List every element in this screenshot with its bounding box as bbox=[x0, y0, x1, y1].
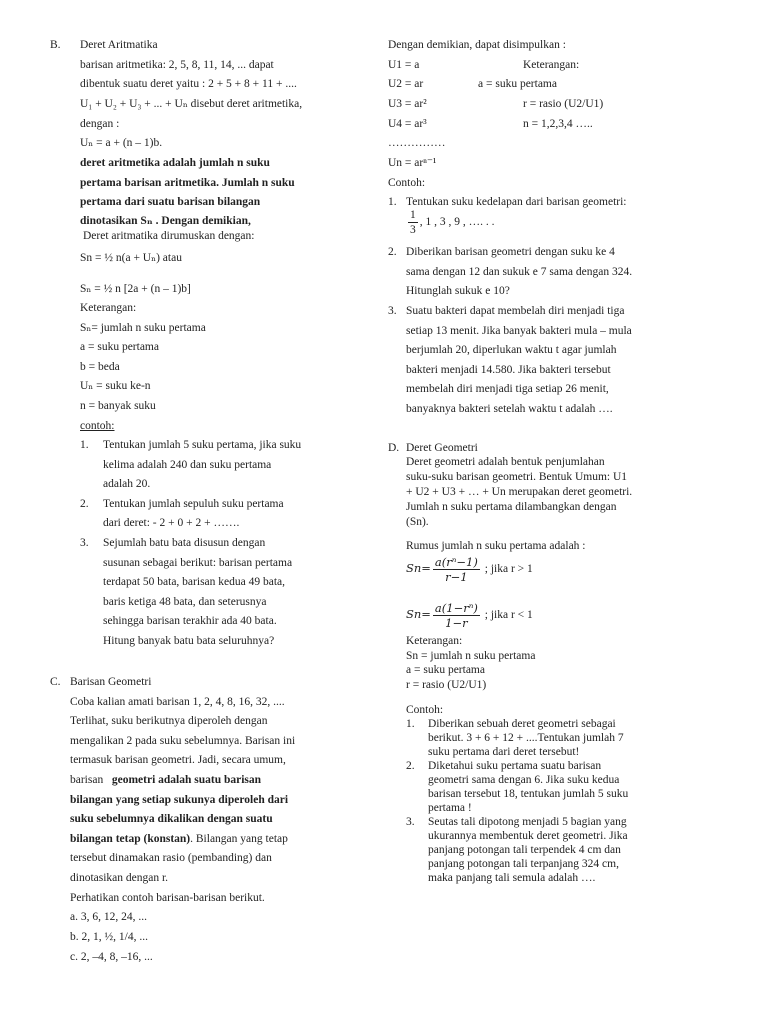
example-line: maka panjang tali semula adalah …. bbox=[428, 872, 596, 884]
example-line: barisan tersebut 18, tentukan jumlah 5 suku bbox=[428, 788, 629, 800]
example-line: bakteri menjadi 14.580. Jika bakteri tersebut bbox=[406, 364, 611, 376]
contoh-label: Contoh: bbox=[388, 177, 426, 189]
u-formula: …………… bbox=[388, 137, 446, 149]
paragraph-line: mengalikan 2 pada suku sebelumnya. Barisan ini bbox=[70, 735, 296, 747]
bold-definition-line: deret aritmetika adalah jumlah n suku bbox=[80, 157, 270, 169]
formula-un: Uₙ = a + (n – 1)b. bbox=[80, 137, 163, 149]
example-line: setiap 13 menit. Jika banyak bakteri mula – mula bbox=[406, 325, 632, 337]
definition-bold: bilangan tetap (konstan) bbox=[70, 833, 191, 845]
keterangan-item: Uₙ = suku ke-n bbox=[80, 380, 151, 392]
example-line: Tentukan suku kedelapan dari barisan geometri: bbox=[406, 196, 627, 208]
example-line: dari deret: - 2 + 0 + 2 + ……. bbox=[103, 517, 240, 529]
section-title-b: Deret Aritmatika bbox=[80, 39, 158, 51]
paragraph-line: tersebut dinamakan rasio (pembanding) dan bbox=[70, 852, 272, 864]
keterangan-item: Sn = jumlah n suku pertama bbox=[406, 650, 536, 662]
fraction-numerator: a(1−rⁿ) bbox=[434, 601, 478, 615]
formula-intro: Deret aritmatika dirumuskan dengan: bbox=[83, 230, 255, 242]
keterangan-item: a = suku pertama bbox=[80, 341, 159, 353]
example-sequence: a. 3, 6, 12, 24, ... bbox=[70, 911, 147, 923]
example-number: 1. bbox=[80, 439, 89, 451]
fraction bbox=[433, 555, 480, 584]
paragraph-line: Deret geometri adalah bentuk penjumlahan bbox=[406, 456, 605, 468]
example-line: terdapat 50 bata, barisan kedua 49 bata, bbox=[103, 576, 286, 588]
formula-sn-2: Sₙ = ½ n [2a + (n – 1)b] bbox=[80, 283, 191, 295]
example-line: Sejumlah batu bata disusun dengan bbox=[103, 537, 266, 549]
section-letter-b: B. bbox=[50, 39, 61, 51]
paragraph-line: Jumlah n suku pertama dilambangkan dengan bbox=[406, 501, 617, 513]
contoh-label: contoh: bbox=[80, 420, 115, 432]
u-formula: U3 = ar² bbox=[388, 98, 427, 110]
example-line: panjang potongan tali terpendek 4 cm dan bbox=[428, 844, 621, 856]
example-number: 2. bbox=[406, 760, 415, 772]
section-letter-c: C. bbox=[50, 676, 61, 688]
formula-condition: ; jika r < 1 bbox=[484, 609, 533, 622]
conclusion-text: Dengan demikian, dapat disimpulkan : bbox=[388, 39, 566, 51]
example-line: suku pertama dari deret tersebut! bbox=[428, 746, 580, 758]
paragraph-line: Perhatikan contoh barisan-barisan berikut. bbox=[70, 892, 265, 904]
example-line: baris ketiga 48 bata, dan seterusnya bbox=[103, 596, 267, 608]
example-number: 2. bbox=[388, 246, 397, 258]
keterangan-item: n = banyak suku bbox=[80, 400, 156, 412]
example-line: berjumlah 20, diperlukan waktu t agar jumlah bbox=[406, 344, 617, 356]
formula-condition: ; jika r > 1 bbox=[484, 563, 533, 576]
example-line: Hitung banyak batu bata seluruhnya? bbox=[103, 635, 275, 647]
rumus-title: Rumus jumlah n suku pertama adalah : bbox=[406, 540, 586, 552]
formula-sn-1: Sn = ½ n(a + Uₙ) atau bbox=[80, 252, 182, 264]
fraction-denominator: r−1 bbox=[445, 570, 468, 584]
example-line: banyaknya bakteri setelah waktu t adalah …. bbox=[406, 403, 613, 415]
example-number: 1. bbox=[388, 196, 397, 208]
example-line: berikut. 3 + 6 + 12 + ....Tentukan jumlah 7 bbox=[428, 732, 624, 744]
example-number: 3. bbox=[80, 537, 89, 549]
fraction-denominator: 3 bbox=[410, 224, 416, 236]
keterangan-item: n = 1,2,3,4 ….. bbox=[523, 118, 593, 130]
formula-sn-r-less bbox=[406, 601, 533, 630]
definition-bold: bilangan yang setiap sukunya diperoleh dari bbox=[70, 794, 289, 806]
example-line: Diberikan barisan geometri dengan suku ke 4 bbox=[406, 246, 615, 258]
example-line: pertama ! bbox=[428, 802, 472, 814]
example-line: ukurannya membentuk deret geometri. Jika bbox=[428, 830, 628, 842]
section-letter-d: D. bbox=[388, 442, 400, 454]
keterangan-item: a = suku pertama bbox=[478, 78, 557, 90]
definition-pre: barisan bbox=[70, 774, 104, 786]
example-line: kelima adalah 240 dan suku pertama bbox=[103, 459, 272, 471]
example-line: Suatu bakteri dapat membelah diri menjadi tiga bbox=[406, 305, 625, 317]
section-title-d: Deret Geometri bbox=[406, 442, 478, 454]
paragraph-line: (Sn). bbox=[406, 516, 429, 528]
example-number: 2. bbox=[80, 498, 89, 510]
paragraph-line: + U2 + U3 + … + Un merupakan deret geometri. bbox=[406, 486, 633, 498]
keterangan-title: Keterangan: bbox=[406, 635, 463, 647]
paragraph-line: dinotasikan dengan r. bbox=[70, 872, 169, 884]
keterangan-item: a = suku pertama bbox=[406, 664, 485, 676]
example-line: sama dengan 12 dan sukuk e 7 sama dengan 324. bbox=[406, 266, 633, 278]
paragraph-line: Terlihat, suku berikutnya diperoleh dengan bbox=[70, 715, 268, 727]
example-line: susunan sebagai berikut: barisan pertama bbox=[103, 557, 293, 569]
paragraph-line: U₁ + U₂ + U₃ + ... + Uₙ disebut deret aritmetika, bbox=[80, 98, 303, 110]
keterangan-title: Keterangan: bbox=[523, 59, 580, 71]
example-number: 1. bbox=[406, 718, 415, 730]
paragraph-line: suku-suku barisan geometri. Bentuk Umum: U1 bbox=[406, 471, 628, 483]
fraction-denominator: 1−r bbox=[445, 616, 468, 630]
keterangan-item: Sₙ= jumlah n suku pertama bbox=[80, 322, 206, 334]
bold-definition-line: dinotasikan Sₙ . Dengan demikian, bbox=[80, 215, 251, 227]
sequence-text: , 1 , 3 , 9 , …. . . bbox=[419, 216, 495, 229]
keterangan-title: Keterangan: bbox=[80, 302, 137, 314]
example-number: 3. bbox=[388, 305, 397, 317]
example-line: Diberikan sebuah deret geometri sebagai bbox=[428, 718, 616, 730]
u-formula: U4 = ar³ bbox=[388, 118, 427, 130]
keterangan-item: b = beda bbox=[80, 361, 120, 373]
paragraph-line: dibentuk suatu deret yaitu : 2 + 5 + 8 + 11 + .... bbox=[80, 78, 297, 90]
definition-line bbox=[70, 832, 288, 846]
keterangan-item: r = rasio (U2/U1) bbox=[406, 679, 487, 691]
paragraph-line: termasuk barisan geometri. Jadi, secara umum, bbox=[70, 754, 286, 766]
example-line: Diketahui suku pertama suatu barisan bbox=[428, 760, 602, 772]
example-sequence: b. 2, 1, ½, 1/4, ... bbox=[70, 931, 148, 943]
fraction-sequence bbox=[406, 208, 495, 237]
paragraph-line: Coba kalian amati barisan 1, 2, 4, 8, 16, 32, .... bbox=[70, 696, 285, 708]
formula-lhs: Sn= bbox=[406, 607, 431, 622]
u-formula: Un = arⁿ⁻¹ bbox=[388, 157, 437, 169]
keterangan-item: r = rasio (U2/U1) bbox=[523, 98, 604, 110]
formula-lhs: Sn= bbox=[406, 561, 431, 576]
definition-line bbox=[70, 773, 261, 787]
example-line: adalah 20. bbox=[103, 478, 151, 490]
bold-definition-line: pertama dari suatu barisan bilangan bbox=[80, 196, 261, 208]
fraction bbox=[433, 601, 480, 630]
example-line: Seutas tali dipotong menjadi 5 bagian yang bbox=[428, 816, 627, 828]
example-line: geometri sama dengan 6. Jika suku kedua bbox=[428, 774, 620, 786]
example-line: Tentukan jumlah 5 suku pertama, jika suku bbox=[103, 439, 302, 451]
bold-definition-line: pertama barisan aritmetika. Jumlah n suku bbox=[80, 177, 295, 189]
u-formula: U2 = ar bbox=[388, 78, 424, 90]
fraction bbox=[408, 208, 418, 237]
definition-bold: suku sebelumnya dikalikan dengan suatu bbox=[70, 813, 273, 825]
example-line: panjang potongan tali terpanjang 324 cm, bbox=[428, 858, 619, 870]
paragraph-line: barisan aritmetika: 2, 5, 8, 11, 14, ... dapat bbox=[80, 59, 274, 71]
definition-bold: geometri adalah suatu barisan bbox=[111, 774, 262, 786]
example-sequence: c. 2, –4, 8, –16, ... bbox=[70, 951, 153, 963]
u-formula: U1 = a bbox=[388, 59, 420, 71]
formula-sn-r-greater bbox=[406, 555, 533, 584]
fraction-numerator: a(rⁿ−1) bbox=[434, 555, 478, 569]
example-line: sehingga barisan terakhir ada 40 bata. bbox=[103, 615, 277, 627]
paragraph-line: dengan : bbox=[80, 118, 120, 130]
example-line: membelah diri menjadi tiga setiap 26 menit, bbox=[406, 383, 609, 395]
example-line: Hitunglah sukuk e 10? bbox=[406, 285, 510, 297]
contoh-label: Contoh: bbox=[406, 704, 444, 716]
definition-post: . Bilangan yang tetap bbox=[190, 833, 288, 845]
example-line: Tentukan jumlah sepuluh suku pertama bbox=[103, 498, 284, 510]
section-title-c: Barisan Geometri bbox=[70, 676, 152, 688]
example-number: 3. bbox=[406, 816, 415, 828]
fraction-numerator: 1 bbox=[410, 209, 416, 221]
